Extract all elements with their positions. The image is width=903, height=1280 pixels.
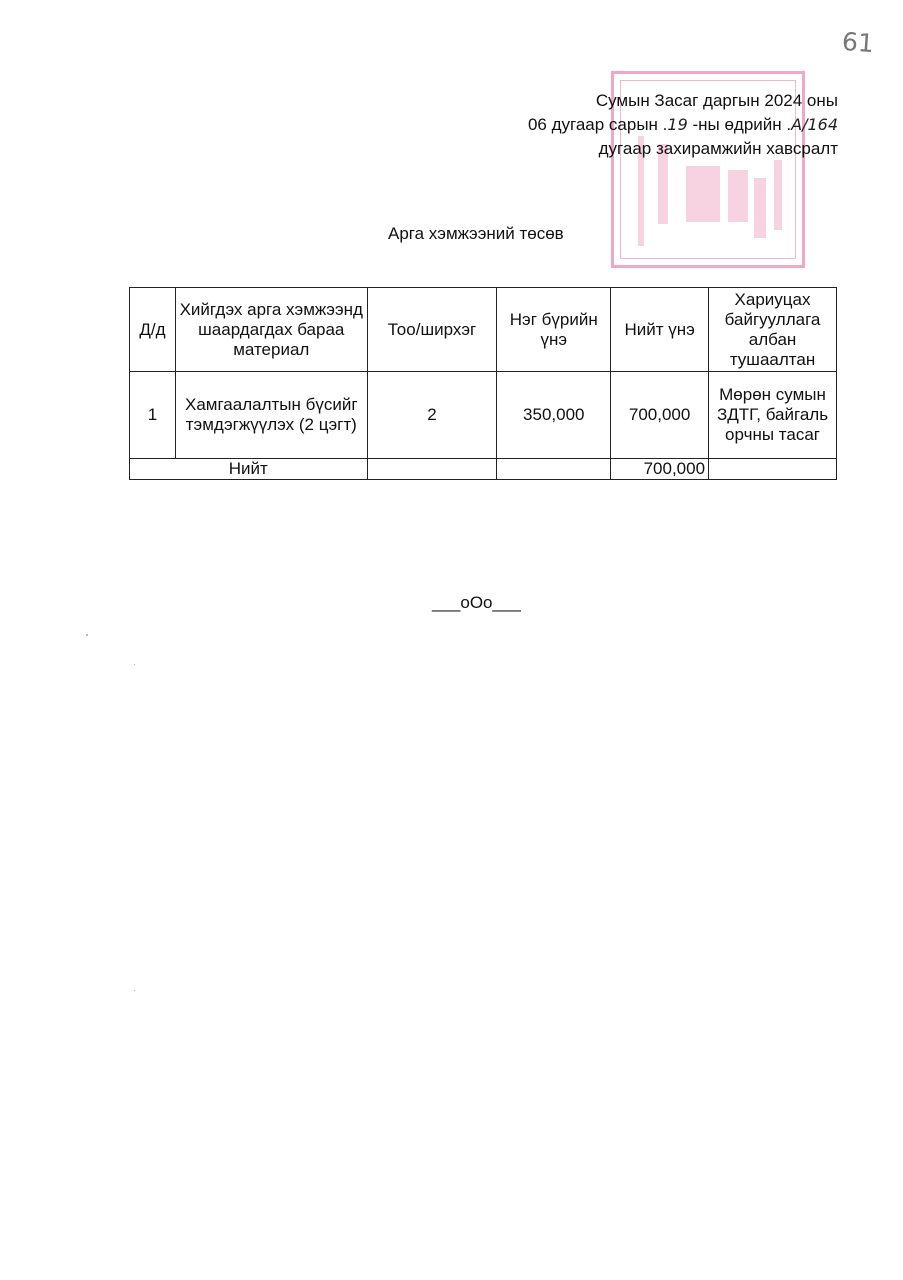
cell-unit-price: 350,000 <box>497 372 611 459</box>
header-unit-price: Нэг бүрийн үнэ <box>497 288 611 372</box>
table-row <box>130 372 837 459</box>
scan-speck <box>134 990 135 991</box>
handwritten-day: 19 <box>667 115 688 134</box>
table-total-row <box>130 459 837 480</box>
stamp-script-mark <box>686 166 720 222</box>
cell-total-price: 700,000 <box>611 372 709 459</box>
cell-responsible: Мөрөн сумын ЗДТГ, байгаль орчны тасаг <box>709 372 837 459</box>
header-no: Д/д <box>130 288 176 372</box>
budget-table <box>129 287 837 480</box>
scan-speck <box>134 664 135 665</box>
total-label: Нийт <box>130 459 368 480</box>
annex-line-1: Сумын Засаг даргын 2024 оны <box>595 91 838 110</box>
end-mark: ___oOo___ <box>432 593 521 612</box>
header-total-price: Нийт үнэ <box>611 288 709 372</box>
scan-speck <box>86 634 88 636</box>
annex-line-2 <box>520 113 838 137</box>
document-title: Арга хэмжээний төсөв <box>388 224 564 243</box>
header-responsible: Хариуцах байгууллага албан тушаалтан <box>709 288 837 372</box>
stamp-script-mark <box>774 160 782 230</box>
annex-line-3: дугаар захирамжийн хавсралт <box>598 139 838 158</box>
annex-line-2-mid: -ны өдрийн . <box>687 115 792 134</box>
handwritten-page-number: 61 <box>841 26 875 59</box>
cell-no: 1 <box>130 372 176 459</box>
total-quantity-empty <box>367 459 497 480</box>
stamp-script-mark <box>754 178 766 238</box>
header-material: Хийгдэх арга хэмжээнд шаардагдах бараа материал <box>175 288 367 372</box>
cell-quantity: 2 <box>367 372 497 459</box>
annex-reference <box>520 89 838 161</box>
cell-material: Хамгаалалтын бүсийг тэмдэгжүүлэх (2 цэгт) <box>175 372 367 459</box>
handwritten-order-number: А/164 <box>791 115 838 134</box>
faint-top-mark <box>365 11 369 25</box>
stamp-script-mark <box>728 170 748 222</box>
annex-line-2-prefix: 06 дугаар сарын . <box>527 115 668 134</box>
total-responsible-empty <box>709 459 837 480</box>
total-price: 700,000 <box>611 459 709 480</box>
table-header-row <box>130 288 837 372</box>
total-unit-price-empty <box>497 459 611 480</box>
header-quantity: Тоо/ширхэг <box>367 288 497 372</box>
